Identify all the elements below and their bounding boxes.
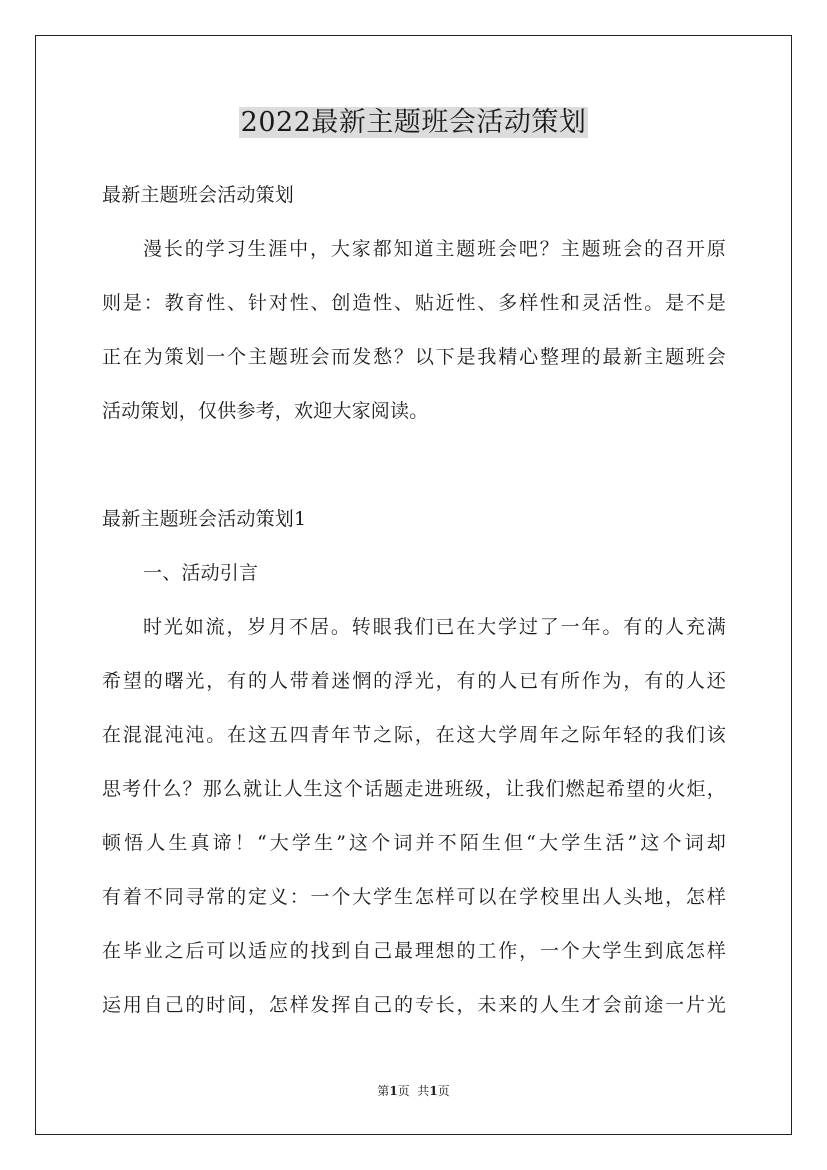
paragraph-line: 时光如流，岁月不居。转眼我们已在大学过了一年。有的人充满 xyxy=(143,616,726,638)
page-label-prefix: 第 xyxy=(377,1084,390,1098)
page-label-mid: 页 共 xyxy=(397,1084,430,1098)
paragraph-line: 在毕业之后可以适应的找到自己最理想的工作，一个大学生到底怎样 xyxy=(102,940,726,962)
paragraph-line: 运用自己的时间，怎样发挥自己的专长，未来的人生才会前途一片光 xyxy=(102,994,726,1016)
paragraph-line: 在混混沌沌。在这五四青年节之际，在这大学周年之际年轻的我们该 xyxy=(102,724,726,746)
page-total: 1 xyxy=(429,1084,438,1098)
document-body xyxy=(102,168,726,1032)
paragraph-line: 漫长的学习生涯中，大家都知道主题班会吧？主题班会的召开原 xyxy=(143,238,726,260)
document-title xyxy=(0,103,827,143)
paragraph-line: 活动策划，仅供参考，欢迎大家阅读。 xyxy=(102,400,429,422)
subsection-heading: 一、活动引言 xyxy=(143,562,259,584)
blank-line xyxy=(102,438,726,492)
page-footer xyxy=(0,1082,827,1100)
paragraph-line: 则是：教育性、针对性、创造性、贴近性、多样性和灵活性。是不是 xyxy=(102,292,726,314)
section-heading: 最新主题班会活动策划1 xyxy=(102,508,307,530)
paragraph-line: 希望的曙光，有的人带着迷惘的浮光，有的人已有所作为，有的人还 xyxy=(102,670,726,692)
page-current: 1 xyxy=(389,1084,398,1098)
document-title-text: 2022最新主题班会活动策划 xyxy=(240,107,587,138)
page-label-suffix: 页 xyxy=(437,1084,450,1098)
paragraph-line: 顿悟人生真谛！“大学生”这个词并不陌生但“大学生活”这个词却 xyxy=(102,832,726,854)
paragraph-line: 正在为策划一个主题班会而发愁？以下是我精心整理的最新主题班会 xyxy=(102,346,726,368)
paragraph-line: 有着不同寻常的定义：一个大学生怎样可以在学校里出人头地，怎样 xyxy=(102,886,726,908)
section-heading: 最新主题班会活动策划 xyxy=(102,184,295,206)
paragraph-line: 思考什么？那么就让人生这个话题走进班级，让我们燃起希望的火炬， xyxy=(102,778,726,800)
